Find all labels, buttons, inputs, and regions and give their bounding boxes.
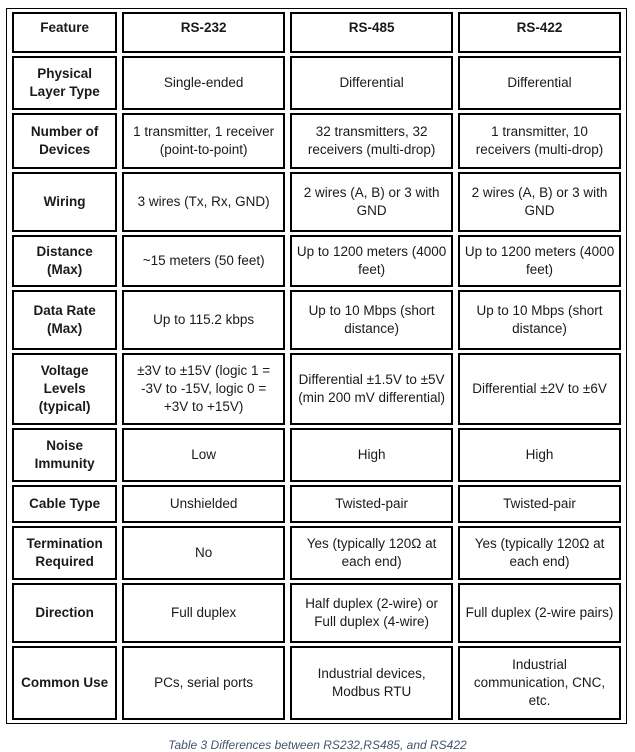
rs232-cell: ~15 meters (50 feet) [122, 235, 285, 287]
serial-standards-comparison-table [7, 9, 626, 723]
rs485-cell: 2 wires (A, B) or 3 with GND [290, 172, 453, 232]
feature-cell: Number of Devices [12, 113, 117, 169]
header-cell-feature: Feature [12, 12, 117, 53]
rs232-cell: PCs, serial ports [122, 646, 285, 720]
table-body [12, 56, 621, 720]
header-cell-rs422: RS-422 [458, 12, 621, 53]
rs422-cell: 1 transmitter, 10 receivers (multi-drop) [458, 113, 621, 169]
table-row [12, 290, 621, 350]
feature-cell: Noise Immunity [12, 428, 117, 482]
table-row [12, 428, 621, 482]
table-row [12, 172, 621, 232]
table-row [12, 526, 621, 580]
rs232-cell: 1 transmitter, 1 receiver (point-to-point) [122, 113, 285, 169]
rs422-cell: 2 wires (A, B) or 3 with GND [458, 172, 621, 232]
feature-cell: Data Rate (Max) [12, 290, 117, 350]
table-caption: Table 3 Differences between RS232,RS485, and RS422 [168, 738, 467, 752]
rs422-cell: Full duplex (2-wire pairs) [458, 583, 621, 643]
rs232-cell: No [122, 526, 285, 580]
comparison-table-frame [6, 8, 627, 724]
rs422-cell: Up to 10 Mbps (short distance) [458, 290, 621, 350]
table-header [12, 12, 621, 53]
rs232-cell: Up to 115.2 kbps [122, 290, 285, 350]
rs485-cell: Differential [290, 56, 453, 110]
rs232-cell: Full duplex [122, 583, 285, 643]
rs485-cell: Half duplex (2-wire) or Full duplex (4-wire) [290, 583, 453, 643]
feature-cell: Physical Layer Type [12, 56, 117, 110]
feature-cell: Direction [12, 583, 117, 643]
rs422-cell: Twisted-pair [458, 485, 621, 523]
rs232-cell: Single-ended [122, 56, 285, 110]
rs422-cell: Differential ±2V to ±6V [458, 353, 621, 425]
feature-cell: Common Use [12, 646, 117, 720]
table-row [12, 56, 621, 110]
rs485-cell: Differential ±1.5V to ±5V (min 200 mV differential) [290, 353, 453, 425]
rs485-cell: Yes (typically 120Ω at each end) [290, 526, 453, 580]
feature-cell: Wiring [12, 172, 117, 232]
feature-cell: Distance (Max) [12, 235, 117, 287]
table-row [12, 113, 621, 169]
feature-cell: Cable Type [12, 485, 117, 523]
rs422-cell: Industrial communication, CNC, etc. [458, 646, 621, 720]
table-row [12, 646, 621, 720]
rs232-cell: Low [122, 428, 285, 482]
feature-cell: Voltage Levels (typical) [12, 353, 117, 425]
rs422-cell: High [458, 428, 621, 482]
rs422-cell: Up to 1200 meters (4000 feet) [458, 235, 621, 287]
rs485-cell: 32 transmitters, 32 receivers (multi-drop) [290, 113, 453, 169]
table-row [12, 235, 621, 287]
rs422-cell: Differential [458, 56, 621, 110]
rs485-cell: Twisted-pair [290, 485, 453, 523]
rs485-cell: Up to 10 Mbps (short distance) [290, 290, 453, 350]
rs232-cell: 3 wires (Tx, Rx, GND) [122, 172, 285, 232]
rs232-cell: Unshielded [122, 485, 285, 523]
rs422-cell: Yes (typically 120Ω at each end) [458, 526, 621, 580]
table-row [12, 485, 621, 523]
header-cell-rs232: RS-232 [122, 12, 285, 53]
table-row [12, 583, 621, 643]
rs485-cell: Up to 1200 meters (4000 feet) [290, 235, 453, 287]
rs485-cell: Industrial devices, Modbus RTU [290, 646, 453, 720]
header-row [12, 12, 621, 53]
rs485-cell: High [290, 428, 453, 482]
table-row [12, 353, 621, 425]
feature-cell: Termination Required [12, 526, 117, 580]
header-cell-rs485: RS-485 [290, 12, 453, 53]
rs232-cell: ±3V to ±15V (logic 1 = -3V to -15V, logic 0 = +3V to +15V) [122, 353, 285, 425]
